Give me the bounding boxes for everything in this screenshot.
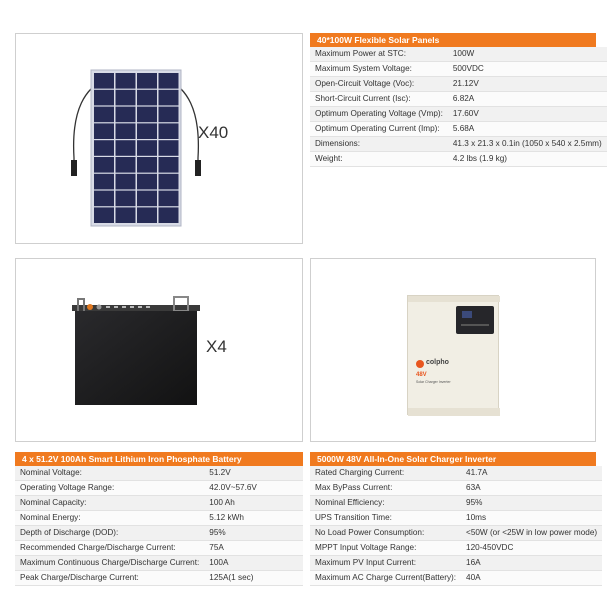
solar-cell	[137, 157, 157, 173]
spec-value: 21.12V	[448, 77, 607, 92]
spec-label: Maximum Power at STC:	[310, 47, 448, 62]
spec-value: 41.3 x 21.3 x 0.1in (1050 x 540 x 2.5mm)	[448, 137, 607, 152]
spec-value: 120-450VDC	[461, 541, 602, 556]
spec-label: Operating Voltage Range:	[15, 481, 204, 496]
panel-spec-table	[310, 33, 602, 167]
battery-spec-title: 4 x 51.2V 100Ah Smart Lithium Iron Phosphate Battery	[15, 452, 303, 466]
spec-row	[15, 511, 303, 526]
spec-row	[310, 77, 607, 92]
solar-cell	[159, 174, 179, 190]
spec-label: Max ByPass Current:	[310, 481, 461, 496]
spec-label: Maximum Continuous Charge/Discharge Current:	[15, 556, 204, 571]
solar-cell	[159, 123, 179, 139]
spec-value: 95%	[461, 496, 602, 511]
solar-cell	[116, 157, 136, 173]
spec-value: <50W (or <25W in low power mode)	[461, 526, 602, 541]
spec-label: UPS Transition Time:	[310, 511, 461, 526]
spec-row	[15, 466, 303, 481]
solar-panel-card	[15, 33, 303, 244]
spec-label: Short-Circuit Current (Isc):	[310, 92, 448, 107]
spec-row	[310, 107, 607, 122]
spec-value: 75A	[204, 541, 303, 556]
battery-card	[15, 258, 303, 442]
spec-row	[310, 137, 607, 152]
solar-cell	[137, 140, 157, 156]
spec-row	[310, 92, 607, 107]
spec-value: 125A(1 sec)	[204, 571, 303, 586]
spec-value: 100W	[448, 47, 607, 62]
spec-row	[15, 541, 303, 556]
spec-label: Optimum Operating Voltage (Vmp):	[310, 107, 448, 122]
solar-cell	[116, 107, 136, 123]
solar-cell	[159, 207, 179, 223]
solar-cell	[94, 191, 114, 207]
solar-cell	[137, 73, 157, 89]
spec-row	[310, 571, 602, 586]
spec-row	[310, 481, 602, 496]
spec-row	[310, 511, 602, 526]
spec-label: Nominal Voltage:	[15, 466, 204, 481]
spec-value: 40A	[461, 571, 602, 586]
spec-value: 4.2 lbs (1.9 kg)	[448, 152, 607, 167]
inverter-display	[456, 306, 494, 334]
spec-label: Maximum PV Input Current:	[310, 556, 461, 571]
solar-cell	[94, 140, 114, 156]
solar-cell	[116, 140, 136, 156]
spec-row	[310, 541, 602, 556]
solar-cell	[94, 123, 114, 139]
spec-value: 63A	[461, 481, 602, 496]
spec-label: Recommended Charge/Discharge Current:	[15, 541, 204, 556]
solar-cell	[94, 73, 114, 89]
spec-row	[15, 556, 303, 571]
spec-value: 5.12 kWh	[204, 511, 303, 526]
inverter-subtitle: Solar Charger Inverter	[416, 380, 451, 384]
battery-spec-table	[15, 452, 303, 586]
solar-cell	[137, 90, 157, 106]
solar-cell	[94, 174, 114, 190]
solar-cell	[137, 191, 157, 207]
spec-value: 42.0V~57.6V	[204, 481, 303, 496]
inverter-image	[407, 295, 499, 415]
spec-label: MPPT Input Voltage Range:	[310, 541, 461, 556]
spec-row	[15, 571, 303, 586]
spec-row	[15, 496, 303, 511]
inverter-spec-title: 5000W 48V All-In-One Solar Charger Inverter	[310, 452, 596, 466]
solar-cell	[137, 107, 157, 123]
solar-cell	[137, 207, 157, 223]
spec-row	[310, 556, 602, 571]
solar-cell	[159, 191, 179, 207]
spec-value: 500VDC	[448, 62, 607, 77]
spec-label: Maximum System Voltage:	[310, 62, 448, 77]
spec-row	[310, 152, 607, 167]
spec-label: Weight:	[310, 152, 448, 167]
spec-label: Peak Charge/Discharge Current:	[15, 571, 204, 586]
solar-cell	[116, 90, 136, 106]
solar-cell	[116, 191, 136, 207]
spec-value: 17.60V	[448, 107, 607, 122]
solar-cell	[116, 207, 136, 223]
spec-row	[310, 122, 607, 137]
solar-cell	[159, 157, 179, 173]
spec-row	[15, 481, 303, 496]
spec-label: Nominal Efficiency:	[310, 496, 461, 511]
solar-cell	[94, 90, 114, 106]
spec-row	[310, 466, 602, 481]
solar-panel-image	[66, 48, 206, 228]
battery-image	[66, 289, 206, 419]
solar-cell	[159, 107, 179, 123]
spec-value: 100A	[204, 556, 303, 571]
spec-label: Dimensions:	[310, 137, 448, 152]
spec-label: Depth of Discharge (DOD):	[15, 526, 204, 541]
solar-cell	[116, 73, 136, 89]
spec-value: 5.68A	[448, 122, 607, 137]
inverter-voltage-badge: 48V	[416, 372, 427, 378]
solar-cell	[159, 90, 179, 106]
spec-value: 95%	[204, 526, 303, 541]
spec-label: No Load Power Consumption:	[310, 526, 461, 541]
solar-cell	[116, 174, 136, 190]
spec-label: Maximum AC Charge Current(Battery):	[310, 571, 461, 586]
solar-cell	[159, 140, 179, 156]
spec-row	[310, 526, 602, 541]
solar-cell	[159, 73, 179, 89]
spec-value: 16A	[461, 556, 602, 571]
solar-cell	[116, 123, 136, 139]
battery-quantity: X4	[206, 337, 227, 356]
solar-cell	[94, 107, 114, 123]
spec-label: Nominal Energy:	[15, 511, 204, 526]
spec-row	[310, 62, 607, 77]
spec-value: 10ms	[461, 511, 602, 526]
solar-cell	[137, 174, 157, 190]
spec-row	[15, 526, 303, 541]
inverter-card	[310, 258, 596, 442]
spec-label: Optimum Operating Current (Imp):	[310, 122, 448, 137]
solar-cell	[137, 123, 157, 139]
spec-value: 41.7A	[461, 466, 602, 481]
spec-label: Rated Charging Current:	[310, 466, 461, 481]
spec-label: Nominal Capacity:	[15, 496, 204, 511]
panel-spec-title: 40*100W Flexible Solar Panels	[310, 33, 596, 47]
spec-value: 51.2V	[204, 466, 303, 481]
spec-value: 6.82A	[448, 92, 607, 107]
panel-quantity: X40	[198, 123, 229, 142]
spec-label: Open-Circuit Voltage (Voc):	[310, 77, 448, 92]
spec-row	[310, 496, 602, 511]
solar-cell	[94, 157, 114, 173]
spec-row	[310, 47, 607, 62]
inverter-brand: colpho	[426, 359, 449, 366]
inverter-spec-table	[310, 452, 596, 586]
solar-cell	[94, 207, 114, 223]
spec-value: 100 Ah	[204, 496, 303, 511]
